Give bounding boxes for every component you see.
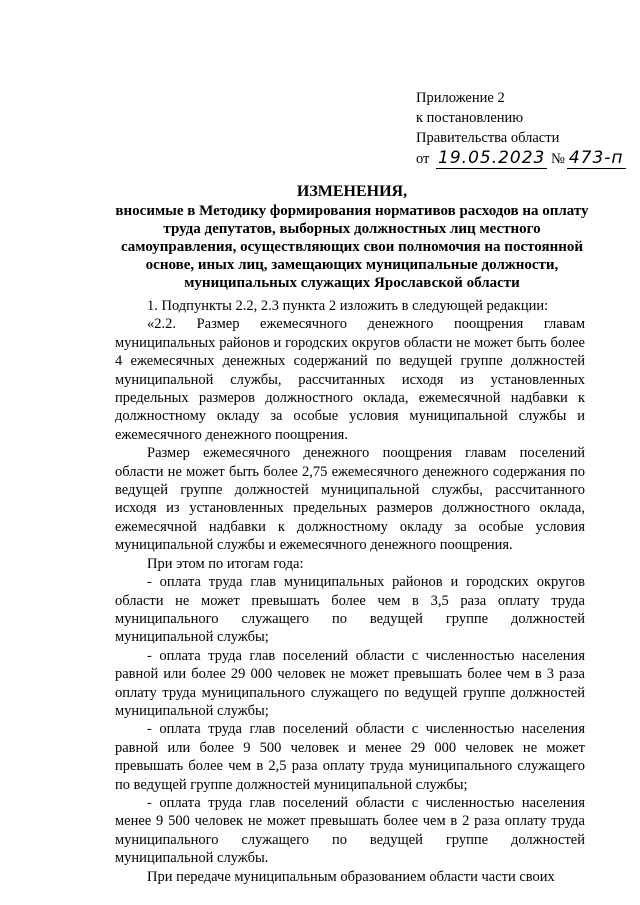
handwritten-number: 473-п <box>568 148 624 168</box>
appendix-reference: к постановлению <box>416 110 524 126</box>
document-title <box>104 183 600 292</box>
appendix-from-label: от <box>416 151 430 167</box>
title-heading: ИЗМЕНЕНИЯ, <box>296 183 408 200</box>
paragraph: 1. Подпункты 2.2, 2.3 пункта 2 изложить в следующей редакции: <box>147 298 549 314</box>
handwritten-date: 19.05.2023 <box>438 148 546 168</box>
paragraph: Размер ежемесячного денежного поощрения главам поселений области не может быть более 2,75 ежемесячного денежного содержания по ведущей группе должностей муниципальной службы, рассчитанного исходя из установленных предельных размеров должностного оклада, ежемесячной надбавки к должностному окладу за особые условия муниципальной службы и ежемесячного денежного поощрения. <box>115 445 585 554</box>
appendix-block <box>416 88 624 169</box>
appendix-label: Приложение 2 <box>416 90 505 106</box>
paragraph: При передаче муниципальным образованием области части своих <box>147 868 555 885</box>
paragraph: «2.2. Размер ежемесячного денежного поощрения главам муниципальных районов и городских округов области не может быть более 4 ежемесячных денежных содержаний по ведущей группе должностей муниципальной службы, рассчитанных исходя из установленных предельных размеров должностного оклада, ежемесячной надбавки к должностному окладу за особые условия муниципальной службы и ежемесячного денежного поощрения. <box>115 316 585 443</box>
list-item: - оплата труда глав поселений области с численностью населения равной или более 29 000 человек не может превышать более чем в 3 раза оплату труда муниципального служащего по ведущей группе должностей муниципальной службы; <box>115 647 585 719</box>
title-subheading: вносимые в Методику формирования нормативов расходов на оплату труда депутатов, выборных должностных лиц местного самоуправления, осуществляющих свои полномочия на постоянной основе, иных лиц, замещающих муниципальные должности, муниципальных служащих Ярославской области <box>115 203 589 291</box>
paragraph: При этом по итогам года: <box>147 555 304 572</box>
number-sign: № <box>551 151 565 167</box>
list-item: - оплата труда глав поселений области с численностью населения равной или более 9 500 человек и менее 29 000 человек не может превышать более чем в 2,5 раза оплату труда муниципального служащего по ведущей группе должностей муниципальной службы; <box>115 721 585 793</box>
list-item: - оплата труда глав поселений области с численностью населения менее 9 500 человек не может превышать более чем в 2 раза оплату труда муниципального служащего по ведущей группе должностей муниципальной службы. <box>115 794 585 867</box>
document-body <box>115 297 585 886</box>
appendix-date-number <box>416 148 624 169</box>
appendix-authority: Правительства области <box>416 130 560 146</box>
list-item: - оплата труда глав муниципальных районов и городских округов области не может превышать более чем в 3,5 раза оплату труда муниципального служащего по ведущей группе должностей муниципальной службы; <box>115 574 585 646</box>
